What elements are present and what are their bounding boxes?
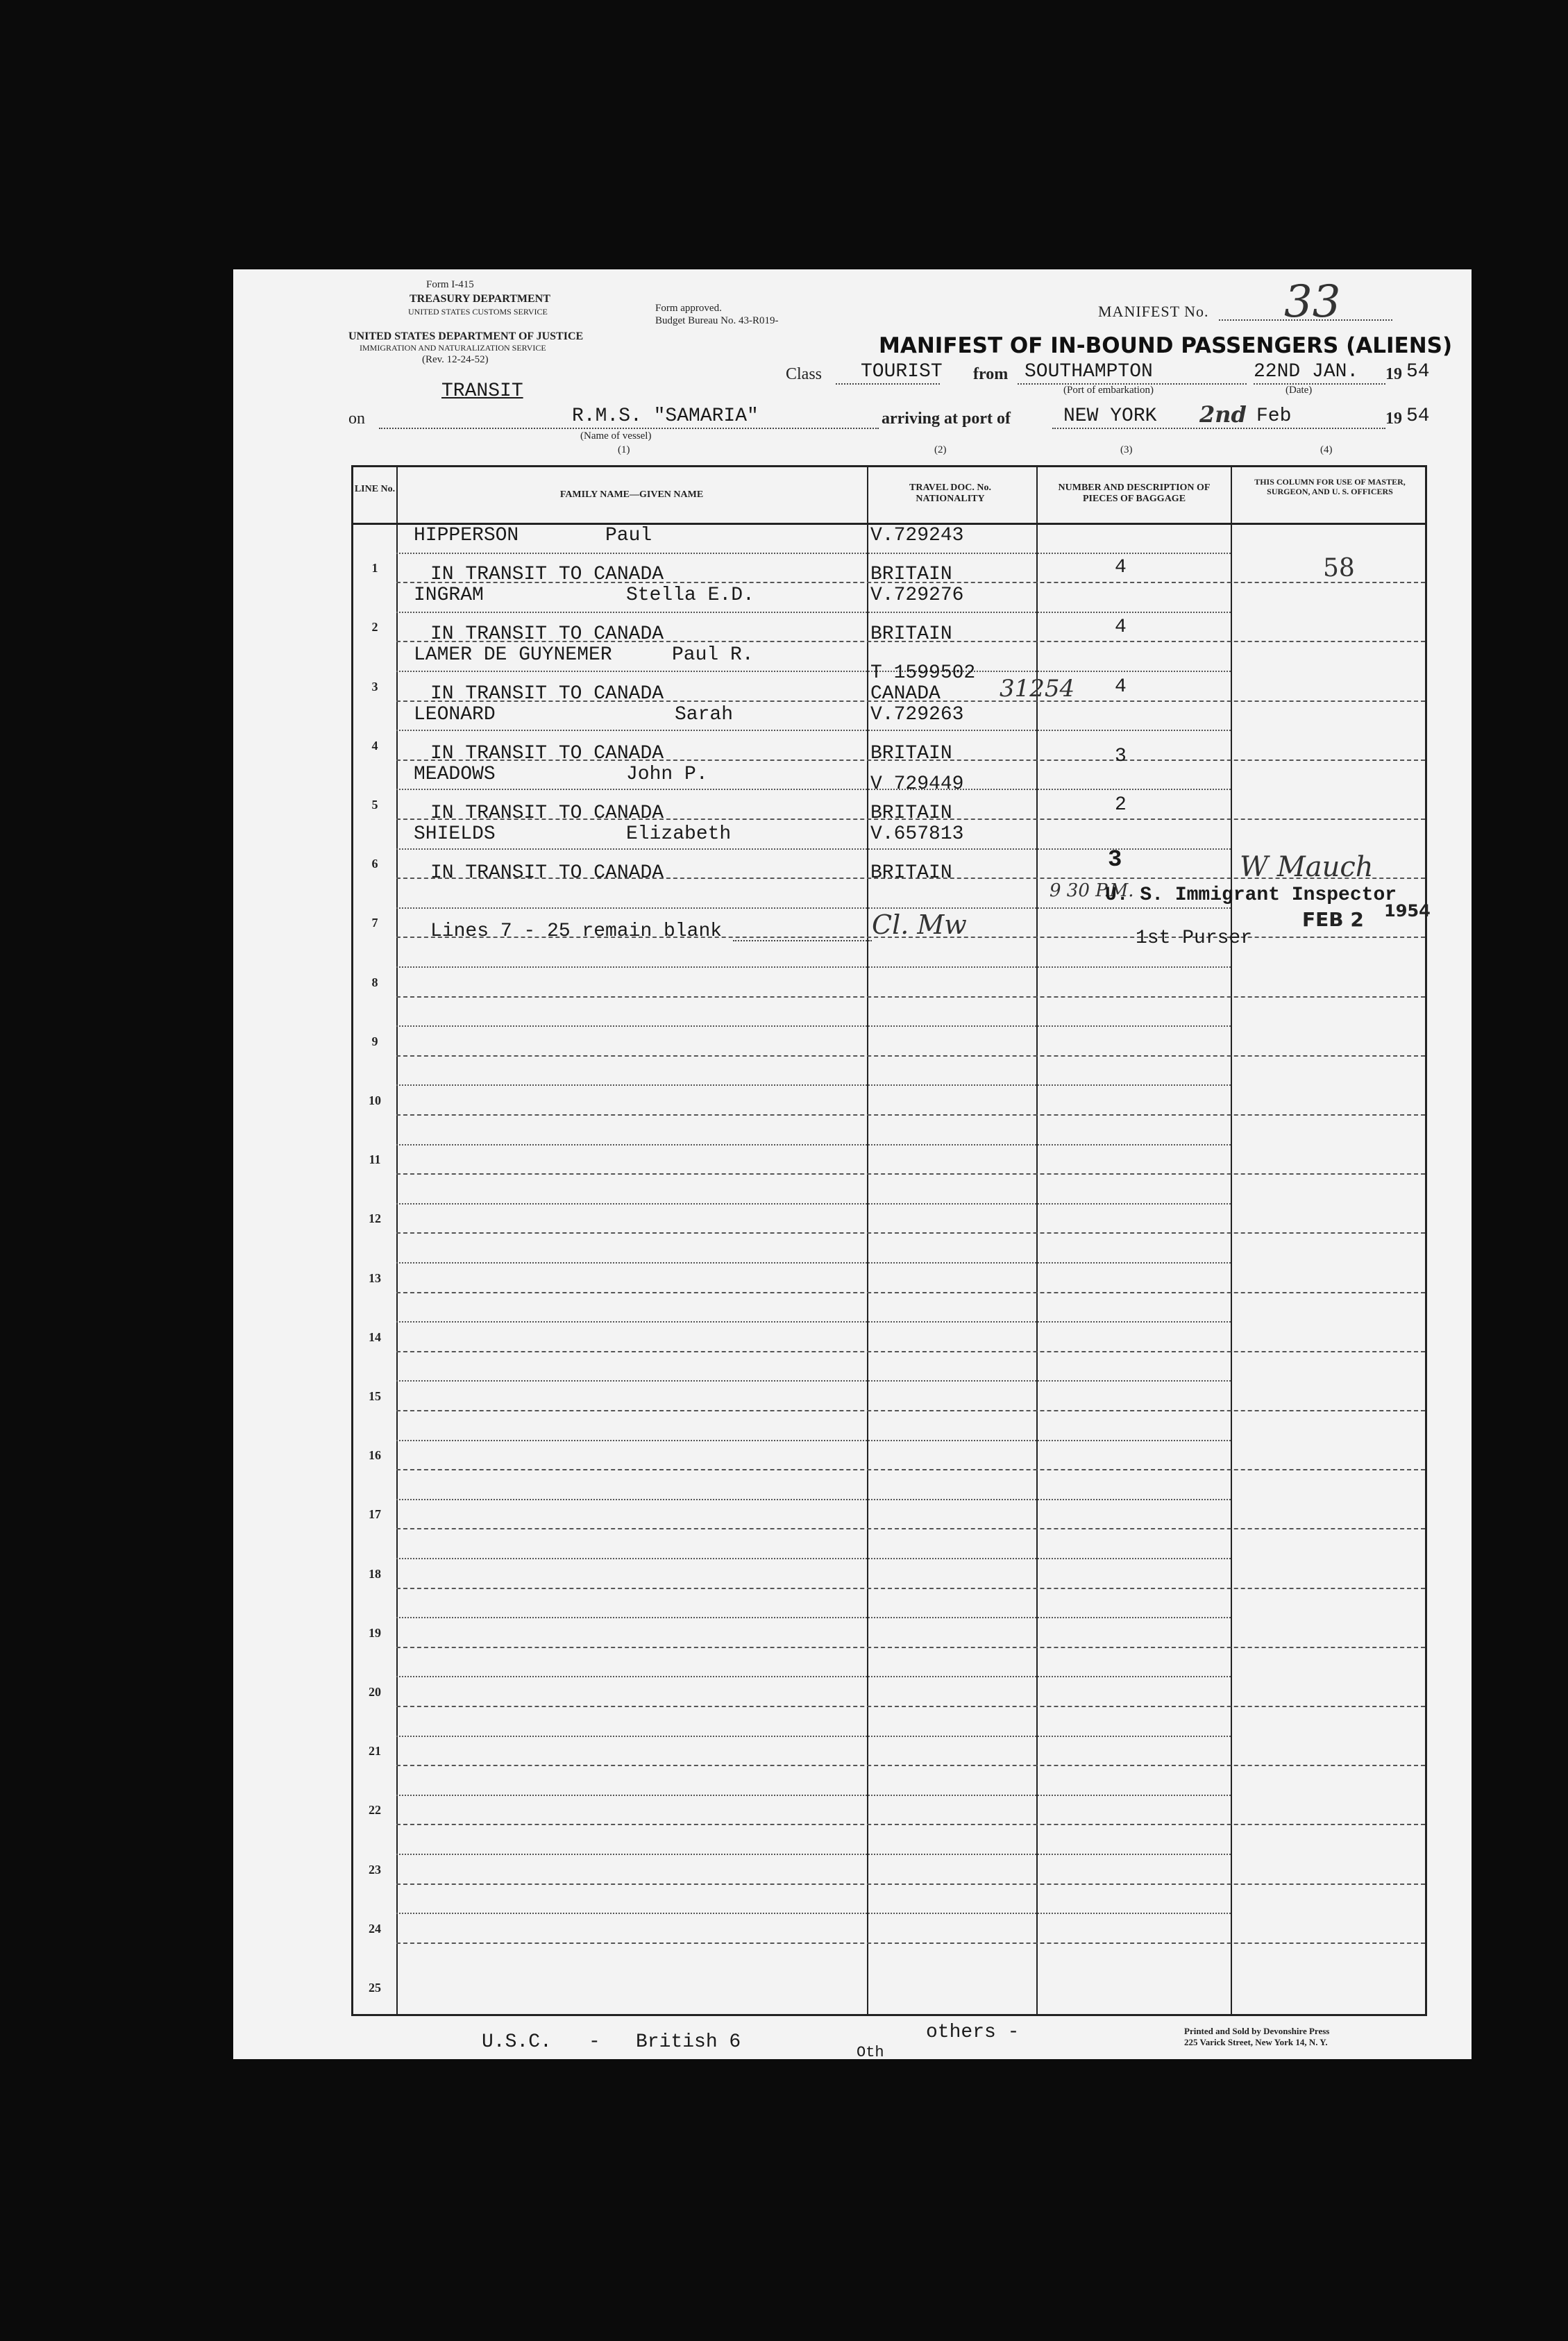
line-number: 6 — [371, 857, 378, 871]
line-number: 23 — [369, 1862, 381, 1877]
row-divider — [396, 1469, 1425, 1470]
row-midline — [396, 1321, 1231, 1323]
page-title: MANIFEST OF IN-BOUND PASSENGERS (ALIENS) — [879, 333, 1453, 358]
nationality: BRITAIN — [870, 623, 952, 645]
row-midline — [396, 553, 1231, 554]
given-name: Elizabeth — [626, 823, 732, 845]
departure-date: 22ND JAN. — [1254, 361, 1359, 383]
transit-note: IN TRANSIT TO CANADA — [430, 743, 664, 764]
row-midline — [396, 1913, 1231, 1914]
family-name: LAMER DE GUYNEMER — [414, 644, 612, 666]
justice-dept: UNITED STATES DEPARTMENT OF JUSTICE — [348, 330, 584, 342]
row-midline — [396, 1558, 1231, 1559]
row-divider — [396, 996, 1425, 998]
blank-lines-note: Lines 7 - 25 remain blank — [430, 921, 723, 942]
date-caption: (Date) — [1285, 385, 1313, 396]
year-prefix: 19 — [1385, 365, 1402, 383]
departure-year: 54 — [1406, 361, 1430, 383]
nationality: BRITAIN — [870, 743, 952, 764]
header-officers: THIS COLUMN FOR USE OF MASTER, SURGEON, AND U. S. OFFICERS — [1254, 477, 1406, 496]
column-number: (1) — [618, 444, 630, 455]
treasury-dept: TREASURY DEPARTMENT — [410, 293, 550, 305]
baggage-count: 4 — [1115, 557, 1127, 578]
nationality: BRITAIN — [870, 803, 952, 824]
row-midline — [396, 730, 1231, 731]
header-baggage: NUMBER AND DESCRIPTION OF PIECES OF BAGGAGE — [1058, 483, 1211, 504]
line-number: 21 — [369, 1744, 381, 1759]
row-divider — [396, 1824, 1425, 1825]
row-divider — [396, 1883, 1425, 1885]
class-label: Class — [786, 365, 823, 383]
baggage-count: 2 — [1115, 794, 1127, 816]
manifest-number-label: MANIFEST No. — [1098, 303, 1209, 320]
arrival-year: 54 — [1406, 405, 1430, 427]
row-divider — [396, 1173, 1425, 1175]
row-divider — [396, 1706, 1425, 1707]
stamp-date: FEB 2 — [1302, 908, 1364, 931]
revision-date: (Rev. 12-24-52) — [422, 354, 489, 365]
baggage-count: 4 — [1115, 616, 1127, 638]
row-divider — [396, 1114, 1425, 1116]
line-number: 19 — [369, 1625, 381, 1640]
manifest-sheet — [233, 269, 1472, 2059]
line-number: 12 — [369, 1211, 381, 1226]
row-midline — [396, 1203, 1231, 1205]
nationality: BRITAIN — [870, 862, 952, 884]
row-midline — [396, 848, 1231, 850]
line-number: 16 — [369, 1448, 381, 1463]
family-name: HIPPERSON — [414, 525, 519, 546]
row-divider — [396, 1351, 1425, 1352]
arrival-month: Feb — [1256, 405, 1292, 427]
row-divider — [396, 1410, 1425, 1411]
header-travel-doc: TRAVEL DOC. No. NATIONALITY — [909, 483, 991, 504]
time-note: 9 30 P.M. — [1049, 880, 1134, 901]
given-name: Paul — [605, 525, 652, 546]
given-name: Sarah — [675, 704, 734, 725]
vessel-name: R.M.S. "SAMARIA" — [572, 405, 759, 427]
row-divider — [396, 1943, 1425, 1944]
line-number: 18 — [369, 1566, 381, 1581]
row-midline — [396, 1676, 1231, 1677]
arrival-day: 2nd — [1199, 401, 1247, 428]
manifest-number: 33 — [1284, 276, 1341, 328]
row-divider — [396, 1528, 1425, 1529]
form-number: Form I-415 — [426, 279, 474, 290]
line-number: 7 — [371, 916, 378, 930]
form-approved: Form approved. — [655, 303, 722, 314]
row-midline — [396, 1736, 1231, 1737]
embarkation-port: SOUTHAMPTON — [1025, 361, 1153, 383]
line-number: 1 — [371, 561, 378, 576]
transit-note: IN TRANSIT TO CANADA — [430, 683, 664, 705]
arriving-label: arriving at port of — [882, 410, 1011, 428]
row-midline — [396, 1795, 1231, 1796]
transit-label: TRANSIT — [441, 380, 523, 402]
row-midline — [396, 1440, 1231, 1441]
line-number: 11 — [369, 1152, 381, 1167]
line-number: 25 — [369, 1981, 381, 1995]
purser-title: 1st Purser — [1136, 928, 1253, 949]
row-divider — [396, 1055, 1425, 1057]
transit-note: IN TRANSIT TO CANADA — [430, 803, 664, 824]
travel-doc: V 729449 — [870, 773, 964, 795]
handwritten-note: 31254 — [1000, 675, 1075, 703]
stamp-year: 1954 — [1384, 901, 1431, 921]
ins-service: IMMIGRATION AND NATURALIZATION SERVICE — [360, 343, 546, 353]
nationality: BRITAIN — [870, 564, 952, 585]
on-label: on — [348, 410, 365, 428]
line-number: 13 — [369, 1270, 381, 1285]
family-name: LEONARD — [414, 704, 496, 725]
family-name: MEADOWS — [414, 764, 496, 785]
printer-line-2: 225 Varick Street, New York 14, N. Y. — [1184, 2037, 1328, 2047]
port-caption: (Port of embarkation) — [1063, 385, 1154, 396]
row-midline — [396, 907, 1231, 909]
column-number: (2) — [934, 444, 947, 455]
travel-doc: V.657813 — [870, 823, 964, 845]
nationality: CANADA — [870, 683, 941, 705]
class-value: TOURIST — [861, 361, 943, 383]
line-number: 15 — [369, 1389, 381, 1403]
header-line-no: LINE No. — [354, 484, 396, 494]
inspector-title: U. S. Immigrant Inspector — [1105, 884, 1397, 906]
footer-dash: - — [589, 2031, 600, 2053]
line-number: 2 — [371, 620, 378, 635]
line-number: 3 — [371, 679, 378, 694]
line-number: 9 — [371, 1034, 378, 1048]
row-divider — [396, 1588, 1425, 1589]
line-number: 22 — [369, 1803, 381, 1818]
from-label: from — [973, 365, 1009, 383]
column-number: (4) — [1320, 444, 1333, 455]
column-number: (3) — [1120, 444, 1133, 455]
footer-british: British 6 — [636, 2031, 741, 2053]
given-name: Stella E.D. — [626, 585, 755, 606]
header-name: FAMILY NAME—GIVEN NAME — [559, 489, 704, 500]
inspector-signature: W Mauch — [1240, 851, 1374, 883]
budget-bureau: Budget Bureau No. 43-R019- — [655, 315, 779, 326]
footer-others: others - — [926, 2022, 1020, 2043]
row-divider — [396, 1292, 1425, 1293]
row-midline — [396, 1854, 1231, 1855]
baggage-count: 3 — [1115, 746, 1127, 767]
row-midline — [396, 671, 1231, 672]
row-divider — [396, 1765, 1425, 1766]
line-number: 14 — [369, 1329, 381, 1344]
vessel-caption: (Name of vessel) — [580, 430, 652, 442]
row-midline — [396, 1499, 1231, 1500]
customs-service: UNITED STATES CUSTOMS SERVICE — [408, 307, 548, 317]
travel-doc: T 1599502 — [870, 662, 976, 684]
transit-note: IN TRANSIT TO CANADA — [430, 564, 664, 585]
footer-usc: U.S.C. — [482, 2031, 552, 2053]
baggage-count: 3 — [1108, 847, 1122, 873]
family-name: INGRAM — [414, 585, 484, 606]
line-number: 17 — [369, 1507, 381, 1522]
line-number: 24 — [369, 1921, 381, 1936]
row-midline — [396, 1617, 1231, 1618]
row-midline — [396, 1262, 1231, 1264]
row-midline — [396, 966, 1231, 968]
transit-note: IN TRANSIT TO CANADA — [430, 862, 664, 884]
given-name: Paul R. — [672, 644, 754, 666]
baggage-count: 4 — [1115, 676, 1127, 698]
row-midline — [396, 1380, 1231, 1382]
travel-doc: V.729243 — [870, 525, 964, 546]
line-number: 5 — [371, 798, 378, 812]
line-number: 20 — [369, 1685, 381, 1699]
printer-line-1: Printed and Sold by Devonshire Press — [1184, 2026, 1330, 2036]
line-number: 4 — [371, 738, 378, 753]
travel-doc: V.729263 — [870, 704, 964, 725]
travel-doc: V.729276 — [870, 585, 964, 606]
arrival-port: NEW YORK — [1063, 405, 1157, 427]
purser-signature: Cl. Mw — [872, 909, 967, 940]
row-midline — [396, 612, 1231, 613]
row-midline — [396, 1144, 1231, 1146]
row-divider — [396, 1647, 1425, 1648]
row-midline — [396, 1084, 1231, 1086]
line-number: 8 — [371, 975, 378, 989]
officer-note: 58 — [1323, 554, 1355, 582]
row-divider — [396, 1232, 1425, 1234]
transit-note: IN TRANSIT TO CANADA — [430, 623, 664, 645]
footer-oth: Oth — [857, 2044, 884, 2061]
family-name: SHIELDS — [414, 823, 496, 845]
given-name: John P. — [626, 764, 708, 785]
line-number: 10 — [369, 1093, 381, 1107]
row-midline — [396, 789, 1231, 790]
year-prefix-2: 19 — [1385, 410, 1402, 428]
row-midline — [396, 1025, 1231, 1027]
